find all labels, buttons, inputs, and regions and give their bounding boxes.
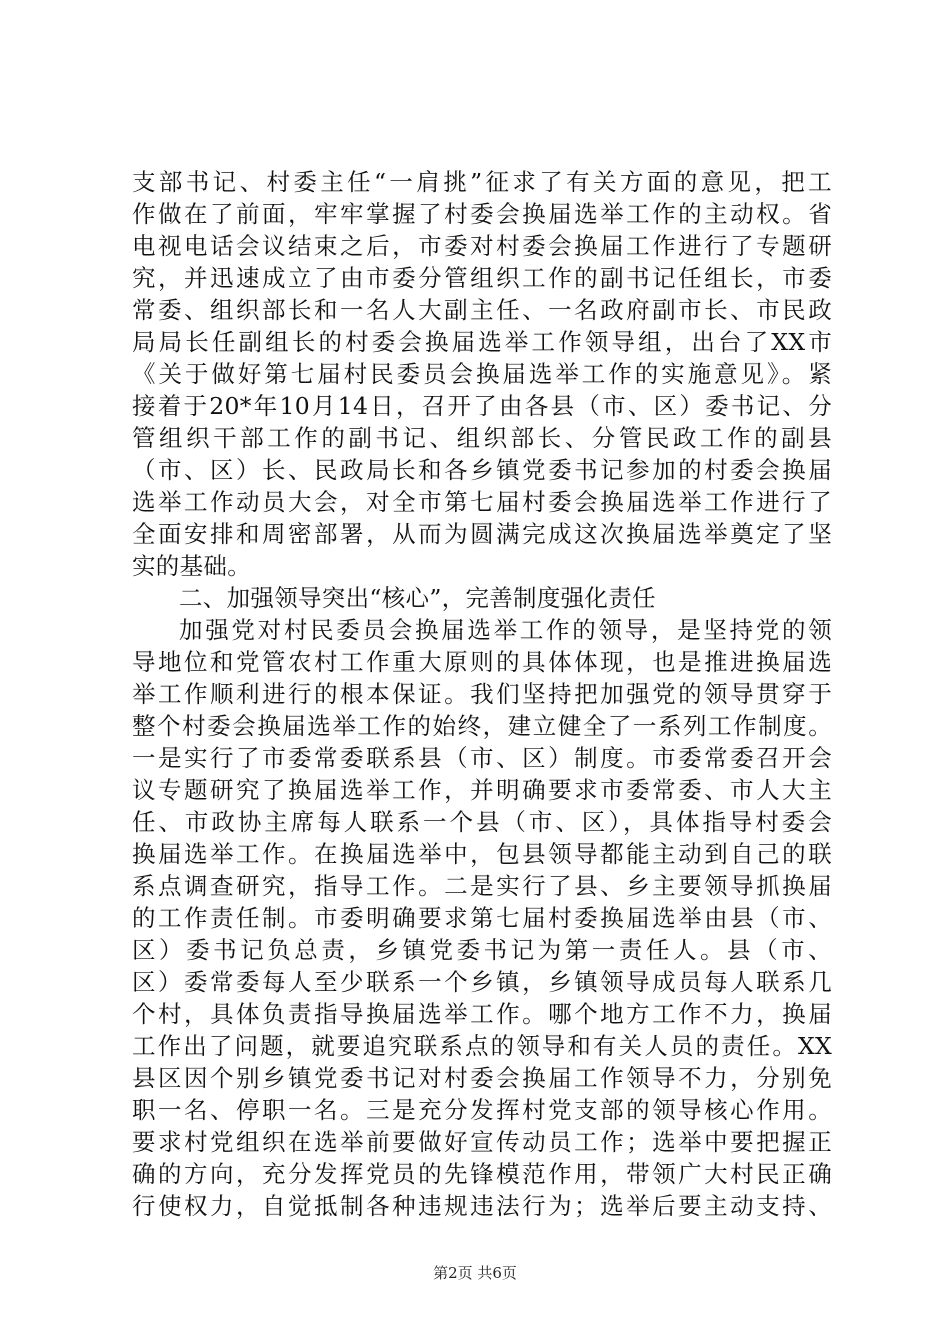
paragraph-line: 要求村党组织在选举前要做好宣传动员工作；选举中要把握正 <box>132 1128 832 1156</box>
paragraph-line: 行使权力，自觉抵制各种违规违法行为；选举后要主动支持、 <box>132 1192 832 1220</box>
paragraph-line: 任、市政协主席每人联系一个县（市、区），具体指导村委会 <box>132 808 832 836</box>
paragraph-line: 区）委常委每人至少联系一个乡镇，乡镇领导成员每人联系几 <box>132 968 832 996</box>
paragraph-line: 导地位和党管农村工作重大原则的具体体现，也是推进换届选 <box>132 648 832 676</box>
paragraph-line: 确的方向，充分发挥党员的先锋模范作用，带领广大村民正确 <box>132 1160 832 1188</box>
paragraph-line: 工作出了问题，就要追究联系点的领导和有关人员的责任。XX <box>132 1032 832 1060</box>
paragraph-line: 全面安排和周密部署，从而为圆满完成这次换届选举奠定了坚 <box>132 520 832 548</box>
paragraph-line: 实的基础。 <box>132 552 251 580</box>
paragraph-line: （市、区）长、民政局长和各乡镇党委书记参加的村委会换届 <box>132 456 832 484</box>
paragraph-line: 换届选举工作。在换届选举中，包县领导都能主动到自己的联 <box>132 840 832 868</box>
paragraph-line: 作做在了前面，牢牢掌握了村委会换届选举工作的主动权。省 <box>132 200 832 228</box>
paragraph-1 <box>132 166 832 582</box>
paragraph-line: 常委、组织部长和一名人大副主任、一名政府副市长、市民政 <box>132 296 832 324</box>
page-number: 第2页 共6页 <box>433 1264 517 1282</box>
paragraph-line: 职一名、停职一名。三是充分发挥村党支部的领导核心作用。 <box>132 1096 832 1124</box>
paragraph-line: 举工作顺利进行的根本保证。我们坚持把加强党的领导贯穿于 <box>132 680 832 708</box>
paragraph-line: 管组织干部工作的副书记、组织部长、分管民政工作的副县 <box>132 424 832 452</box>
paragraph-line: 《关于做好第七届村民委员会换届选举工作的实施意见》。紧 <box>132 360 832 388</box>
paragraph-line: 电视电话会议结束之后，市委对村委会换届工作进行了专题研 <box>132 232 832 260</box>
paragraph-line: 究，并迅速成立了由市委分管组织工作的副书记任组长，市委 <box>132 264 832 292</box>
paragraph-line: 县区因个别乡镇党委书记对村委会换届工作领导不力，分别免 <box>132 1064 832 1092</box>
paragraph-line: 区）委书记负总责，乡镇党委书记为第一责任人。县（市、 <box>132 936 832 964</box>
paragraph-line: 选举工作动员大会，对全市第七届村委会换届选举工作进行了 <box>132 488 832 516</box>
paragraph-2 <box>132 614 832 1222</box>
paragraph-line: 系点调查研究，指导工作。二是实行了县、乡主要领导抓换届 <box>132 872 832 900</box>
paragraph-line: 加强党对村民委员会换届选举工作的领导，是坚持党的领 <box>179 616 832 644</box>
paragraph-line: 的工作责任制。市委明确要求第七届村委换届选举由县（市、 <box>132 904 832 932</box>
paragraph-line: 支部书记、村委主任“一肩挑”征求了有关方面的意见，把工 <box>132 168 832 196</box>
section-heading: 二、加强领导突出“核心”，完善制度强化责任 <box>179 584 656 612</box>
document-body <box>132 166 832 1222</box>
paragraph-line: 议专题研究了换届选举工作，并明确要求市委常委、市人大主 <box>132 776 832 804</box>
paragraph-line: 局局长任副组长的村委会换届选举工作领导组，出台了XX市 <box>132 328 832 356</box>
paragraph-line: 整个村委会换届选举工作的始终，建立健全了一系列工作制度。 <box>132 712 832 740</box>
paragraph-line: 个村，具体负责指导换届选举工作。哪个地方工作不力，换届 <box>132 1000 832 1028</box>
paragraph-line: 一是实行了市委常委联系县（市、区）制度。市委常委召开会 <box>132 744 832 772</box>
paragraph-line: 接着于20*年10月14日，召开了由各县（市、区）委书记、分 <box>132 392 832 420</box>
